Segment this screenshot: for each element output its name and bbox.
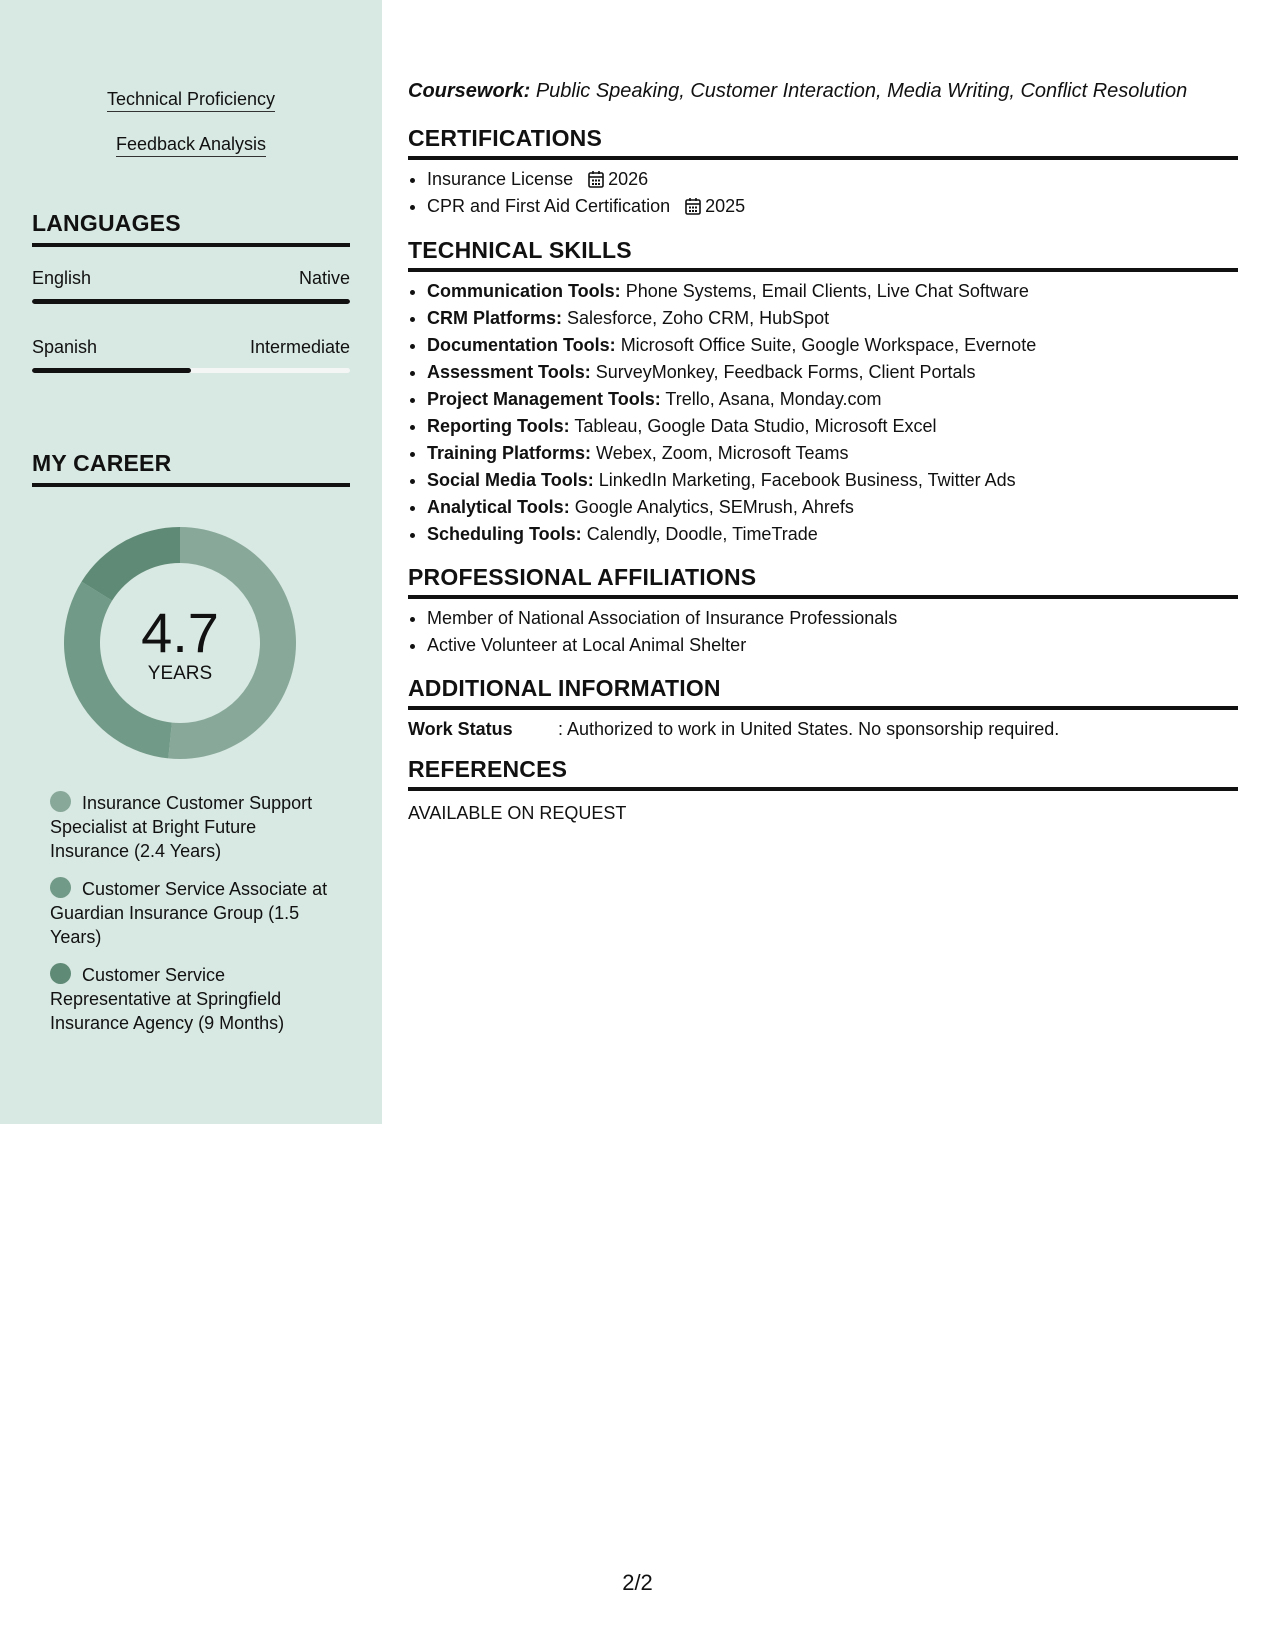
coursework-label: Coursework: [408,80,531,102]
career-legend-dot [50,791,71,812]
language-proficiency-bar [32,299,350,304]
affiliations-heading: PROFESSIONAL AFFILIATIONS [408,563,1238,599]
language-row [32,267,350,289]
coursework-text: Public Speaking, Customer Interaction, Media Writing, Conflict Resolution [535,80,1188,102]
technical-skill-item: • Scheduling Tools: Calendly, Doodle, TimeTrade [427,521,1257,548]
work-status-row [408,716,1238,742]
affiliation-item: • Active Volunteer at Local Animal Shelter [427,632,1257,659]
career-heading: MY CAREER [32,450,350,487]
technical-skills-heading: TECHNICAL SKILLS [408,236,1238,272]
skill-tag: Technical Proficiency [0,88,382,110]
language-proficiency-fill [32,368,191,373]
page-number: 2/2 [622,1570,653,1595]
career-item [50,877,340,949]
calendar-icon [685,197,701,215]
language-proficiency-fill [32,299,350,304]
affiliation-item: • Member of National Association of Insurance Professionals [427,605,1257,632]
technical-skill-item: • Social Media Tools: LinkedIn Marketing, Facebook Business, Twitter Ads [427,467,1257,494]
career-item [50,791,340,863]
career-legend-dot [50,963,71,984]
certification-name: Insurance License [427,169,574,189]
career-total-unit: YEARS [147,663,213,684]
calendar-icon [588,170,604,188]
language-proficiency-bar [32,368,350,373]
technical-skill-item: • Documentation Tools: Microsoft Office Suite, Google Workspace, Evernote [427,332,1257,359]
language-name: English [32,268,92,288]
technical-skill-item: • Training Platforms: Webex, Zoom, Microsoft Teams [427,440,1257,467]
career-item-text: Customer Service Associate at Guardian Insurance Group (1.5 Years) [50,879,328,947]
references-text: AVAILABLE ON REQUEST [408,803,627,823]
certifications-heading: CERTIFICATIONS [408,124,1238,160]
career-item-text: Customer Service Representative at Springfield Insurance Agency (9 Months) [50,965,285,1033]
coursework-line [408,78,1238,104]
technical-skill-item: • Project Management Tools: Trello, Asana, Monday.com [427,386,1257,413]
career-total-value: 4.7 [141,601,219,664]
work-status-value: : Authorized to work in United States. No sponsorship required. [558,719,1060,739]
technical-skill-item: • Communication Tools: Phone Systems, Email Clients, Live Chat Software [427,278,1257,305]
language-name: Spanish [32,337,98,357]
affiliations-list [408,605,1257,659]
career-item-text: Insurance Customer Support Specialist at Bright Future Insurance (2.4 Years) [50,793,313,861]
skill-tag: Feedback Analysis [0,133,382,155]
work-status-label: Work Status [408,719,513,739]
technical-skill-item: • Assessment Tools: SurveyMonkey, Feedback Forms, Client Portals [427,359,1257,386]
certifications-list [408,166,1257,220]
certification-item [427,166,1257,193]
languages-heading: LANGUAGES [32,210,350,247]
technical-skills-list [408,278,1257,548]
certification-year: 2025 [705,196,746,216]
career-legend-dot [50,877,71,898]
additional-info-heading: ADDITIONAL INFORMATION [408,674,1238,710]
references-heading: REFERENCES [408,755,1238,791]
certification-name: CPR and First Aid Certification [427,196,671,216]
technical-skill-item: • CRM Platforms: Salesforce, Zoho CRM, HubSpot [427,305,1257,332]
language-level: Intermediate [249,337,350,357]
language-level: Native [298,268,350,288]
technical-skill-item: • Analytical Tools: Google Analytics, SEMrush, Ahrefs [427,494,1257,521]
career-total [64,527,296,759]
career-item [50,963,340,1035]
technical-skill-item: • Reporting Tools: Tableau, Google Data Studio, Microsoft Excel [427,413,1257,440]
certification-item [427,193,1257,220]
certification-year: 2026 [608,169,649,189]
language-row [32,336,350,358]
